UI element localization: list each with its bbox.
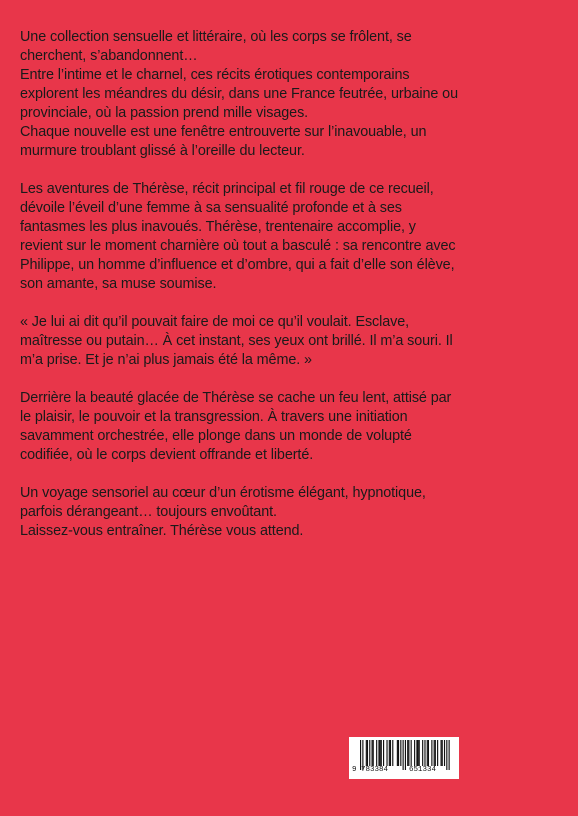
barcode-bar (444, 740, 445, 766)
barcode-bar (431, 740, 432, 766)
isbn-barcode (349, 737, 459, 779)
barcode-bar (407, 740, 408, 766)
barcode-bar (428, 740, 429, 766)
text-line: murmure troublant glissé à l’oreille du lecteur. (20, 143, 305, 159)
text-line: fantasmes les plus inavoués. Thérèse, trentenaire accomplie, y (20, 219, 416, 235)
barcode-bar (367, 740, 368, 766)
text-line: dévoile l’éveil d’une femme à sa sensualité profonde et à ses (20, 200, 402, 216)
barcode-bar (408, 740, 409, 766)
barcode-bar (389, 740, 390, 766)
barcode-bar (437, 740, 438, 766)
barcode-digits (349, 766, 459, 778)
text-line: codifiée, où le corps devient offrande et liberté. (20, 447, 314, 463)
barcode-bar (383, 740, 384, 766)
text-line: « Je lui ai dit qu’il pouvait faire de moi ce qu’il voulait. Esclave, (20, 314, 410, 330)
text-line: savamment orchestrée, elle plonge dans un monde de volupté (20, 428, 412, 444)
text-line: Entre l’intime et le charnel, ces récits érotiques contemporains (20, 67, 410, 83)
text-line: Derrière la beauté glacée de Thérèse se cache un feu lent, attisé par (20, 390, 452, 406)
text-line: Philippe, un homme d’influence et d’ombre, qui a fait d’elle son élève, (20, 257, 455, 273)
text-line: Un voyage sensoriel au cœur d’un érotisme élégant, hypnotique, (20, 485, 426, 501)
barcode-bar (381, 740, 382, 766)
blurb-paragraph-1 (20, 28, 560, 161)
blurb-paragraph-2 (20, 180, 560, 294)
barcode-bar (397, 740, 398, 766)
barcode-digits-left: 783384 (361, 766, 389, 774)
barcode-bar (373, 740, 374, 766)
barcode-bar (411, 740, 412, 766)
barcode-bar (419, 740, 420, 766)
barcode-bar (398, 740, 399, 766)
quote-paragraph (20, 313, 560, 370)
barcode-bar (422, 740, 423, 766)
barcode-digits-right: 651334 (409, 766, 437, 774)
back-cover-text (20, 28, 560, 560)
text-line: son amante, sa muse soumise. (20, 276, 217, 292)
barcode-bar (378, 740, 379, 766)
barcode-bar (390, 740, 391, 766)
text-line: explorent les méandres du désir, dans une France feutrée, urbaine ou (20, 86, 458, 102)
text-line: revient sur le moment charnière où tout a basculé : sa rencontre avec (20, 238, 456, 254)
barcode-bar (392, 740, 393, 766)
barcode-bar (435, 740, 436, 766)
text-line: le plaisir, le pouvoir et la transgression. À travers une initiation (20, 409, 408, 425)
barcode-bar (427, 740, 428, 766)
text-line: Chaque nouvelle est une fenêtre entrouverte sur l’inavouable, un (20, 124, 427, 140)
barcode-bar (418, 740, 419, 766)
text-line: Les aventures de Thérèse, récit principal et fil rouge de ce recueil, (20, 181, 434, 197)
text-line: provinciale, où la passion prend mille visages. (20, 105, 309, 121)
barcode-bar (386, 740, 387, 766)
barcode-bar (376, 740, 377, 766)
barcode-digit-prefix: 9 (352, 766, 357, 774)
text-line: maîtresse ou putain… À cet instant, ses yeux ont brillé. Il m’a souri. Il (20, 333, 453, 349)
barcode-bar (372, 740, 373, 766)
barcode-bar (414, 740, 415, 766)
text-line: Laissez-vous entraîner. Thérèse vous attend. (20, 523, 304, 539)
text-line: parfois dérangeant… toujours envoûtant. (20, 504, 277, 520)
barcode-bar (442, 740, 443, 766)
text-line: m’a prise. Et je n’ai plus jamais été la même. » (20, 352, 312, 368)
text-line: Une collection sensuelle et littéraire, où les corps se frôlent, se (20, 29, 412, 45)
blurb-paragraph-4 (20, 389, 560, 465)
barcode-bar (366, 740, 367, 766)
text-line: cherchent, s’abandonnent… (20, 48, 198, 64)
barcode-bar (400, 740, 401, 766)
barcode-bar (380, 740, 381, 766)
barcode-bar (369, 740, 370, 766)
barcode-bar (424, 740, 425, 766)
barcode-bar (416, 740, 417, 766)
barcode-bar (441, 740, 442, 766)
blurb-paragraph-5 (20, 484, 560, 541)
barcode-bar (434, 740, 435, 766)
